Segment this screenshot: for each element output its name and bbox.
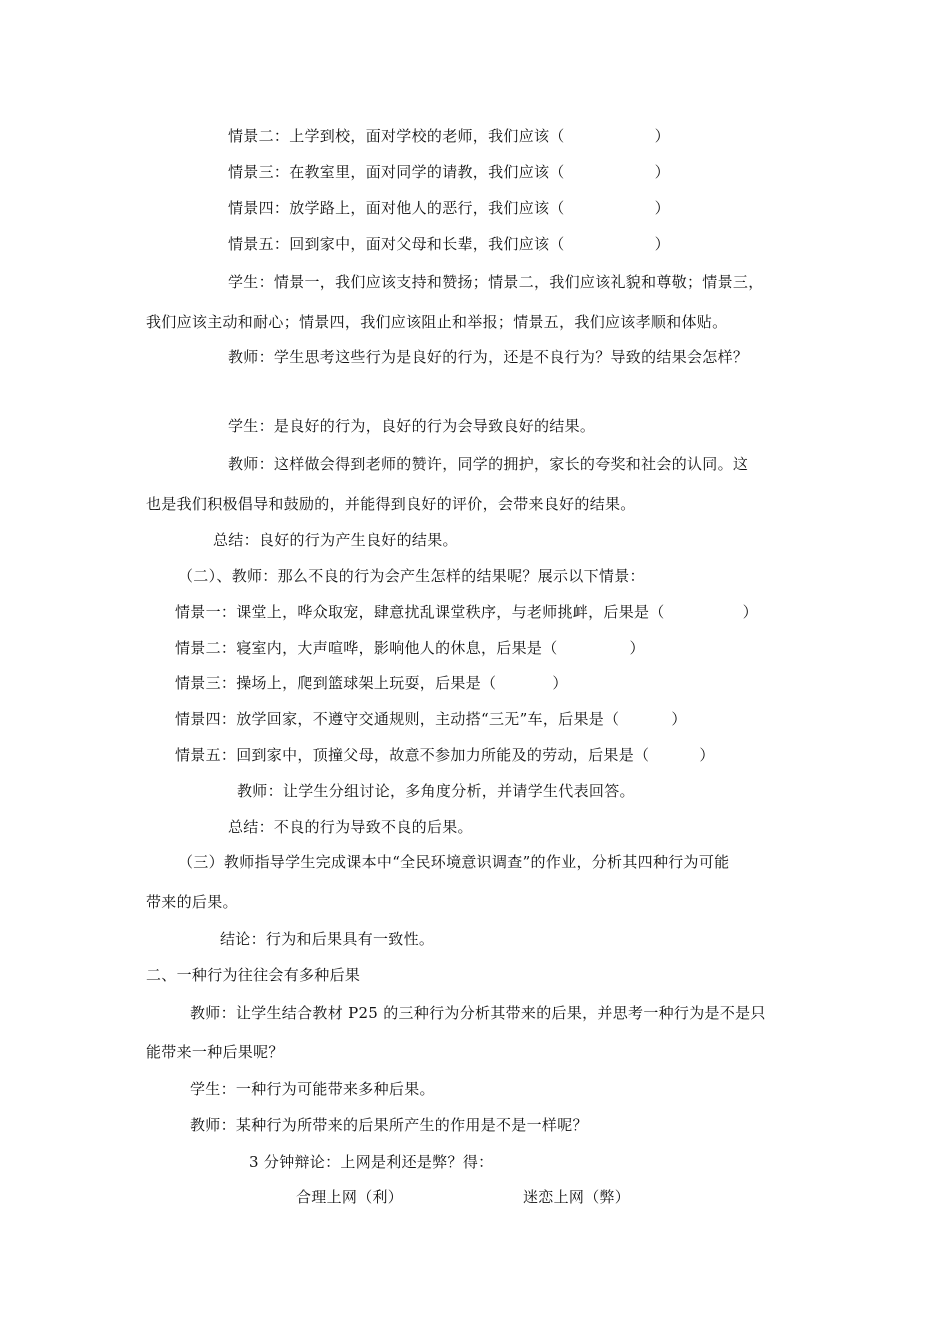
summary: 总结：不良的行为导致不良的后果。: [228, 818, 473, 836]
scene-line: [228, 162, 670, 182]
scene-text: 情景三：操场上，爬到篮球架上玩耍，后果是（: [175, 674, 497, 692]
scene-text: 情景一：课堂上，哗众取宠，肆意扰乱课堂秩序，与老师挑衅，后果是（: [175, 603, 665, 621]
scene-text: 情景四：放学路上，面对他人的恶行，我们应该（: [228, 199, 565, 217]
teacher-question: 教师：学生思考这些行为是良好的行为，还是不良行为？导致的结果会怎样？: [228, 348, 749, 366]
section-heading-continued: 带来的后果。: [146, 893, 238, 911]
debate-prompt: 3 分钟辩论：上网是利还是弊？得：: [249, 1153, 494, 1171]
student-answer: 学生：情景一，我们应该支持和赞扬；情景二，我们应该礼貌和尊敬；情景三，: [228, 273, 764, 291]
blank-close: ）: [671, 710, 687, 728]
scene-text: 情景二：寝室内，大声喧哗，影响他人的休息，后果是（: [175, 639, 558, 657]
scene-line: [175, 745, 715, 765]
scene-line: [228, 126, 670, 146]
scene-line: [175, 673, 568, 693]
blank-close: ）: [552, 674, 568, 692]
scene-text: 情景五：回到家中，顶撞父母，故意不参加力所能及的劳动，后果是（: [175, 746, 650, 764]
blank-close: ）: [654, 163, 670, 181]
blank-close: ）: [654, 127, 670, 145]
scene-text: 情景二：上学到校，面对学校的老师，我们应该（: [228, 127, 565, 145]
blank-close: ）: [654, 199, 670, 217]
section-heading: （二）、教师：那么不良的行为会产生怎样的结果呢？展示以下情景：: [178, 567, 645, 585]
teacher-question: 教师：让学生结合教材 P25 的三种行为分析其带来的后果，并思考一种行为是不是只: [190, 1004, 766, 1022]
teacher-question: 教师：某种行为所带来的后果所产生的作用是不是一样呢？: [190, 1116, 588, 1134]
student-answer-continued: 我们应该主动和耐心；情景四，我们应该阻止和举报；情景五，我们应该孝顺和体贴。: [146, 313, 728, 331]
blank-close: ）: [629, 639, 645, 657]
teacher-comment-continued: 也是我们积极倡导和鼓励的，并能得到良好的评价，会带来良好的结果。: [146, 495, 636, 513]
scene-text: 情景四：放学回家，不遵守交通规则，主动搭“三无”车，后果是（: [175, 710, 620, 728]
scene-text: 情景三：在教室里，面对同学的请教，我们应该（: [228, 163, 565, 181]
section-heading: （三）教师指导学生完成课本中“全民环境意识调查”的作业，分析其四种行为可能: [178, 853, 730, 871]
conclusion: 结论：行为和后果具有一致性。: [220, 930, 435, 948]
scene-line: [228, 198, 670, 218]
teacher-note: 教师：让学生分组讨论，多角度分析，并请学生代表回答。: [237, 782, 635, 800]
scene-line: [175, 638, 645, 658]
blank-close: ）: [742, 603, 758, 621]
debate-side-left: 合理上网（利）: [296, 1188, 404, 1206]
scene-line: [175, 602, 758, 622]
blank-close: ）: [699, 746, 715, 764]
teacher-comment: 教师：这样做会得到老师的赞许，同学的拥护，家长的夸奖和社会的认同。这: [228, 455, 749, 473]
teacher-question-continued: 能带来一种后果呢？: [146, 1043, 284, 1061]
debate-side-right: 迷恋上网（弊）: [523, 1188, 631, 1206]
scene-line: [175, 709, 687, 729]
student-reply: 学生：是良好的行为，良好的行为会导致良好的结果。: [228, 417, 596, 435]
student-answer: 学生：一种行为可能带来多种后果。: [190, 1080, 435, 1098]
summary: 总结：良好的行为产生良好的结果。: [213, 531, 458, 549]
scene-text: 情景五：回到家中，面对父母和长辈，我们应该（: [228, 235, 565, 253]
part-title: 二、一种行为往往会有多种后果: [146, 966, 361, 984]
scene-line: [228, 234, 670, 254]
blank-close: ）: [654, 235, 670, 253]
